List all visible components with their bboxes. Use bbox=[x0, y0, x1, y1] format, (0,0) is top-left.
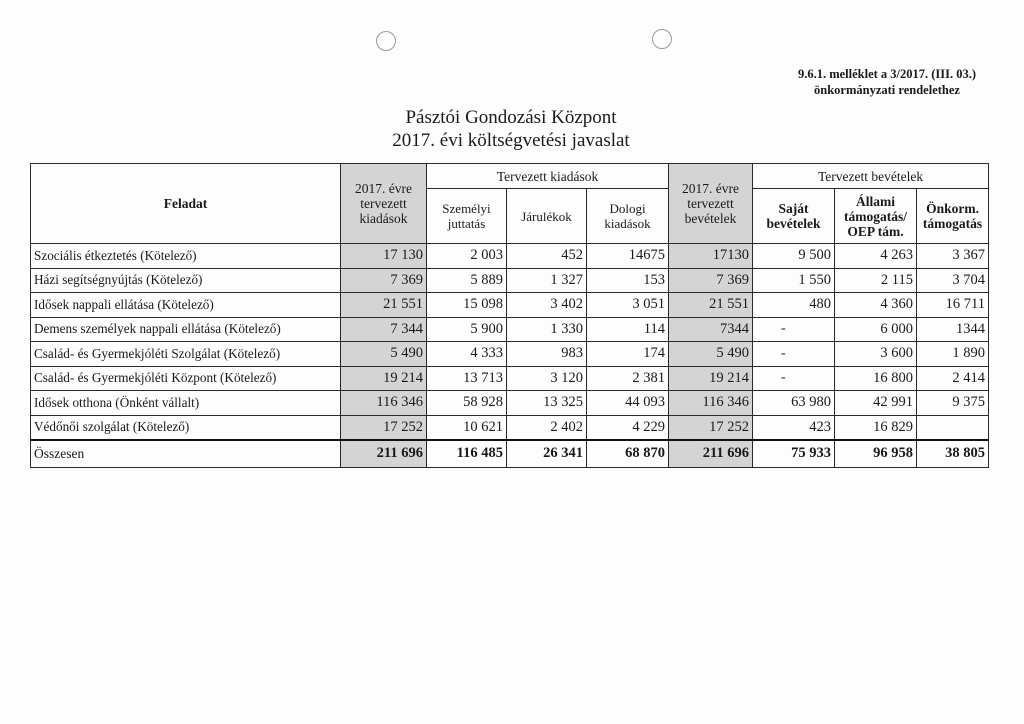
row-planned-expenditure: 21 551 bbox=[341, 293, 427, 318]
row-own-revenue: 9 500 bbox=[753, 244, 835, 269]
row-planned-revenue: 17130 bbox=[669, 244, 753, 269]
annex-reference bbox=[787, 66, 987, 98]
row-planned-revenue: 19 214 bbox=[669, 366, 753, 391]
row-municipal-support: 9 375 bbox=[917, 391, 989, 416]
row-state-support: 4 360 bbox=[835, 293, 917, 318]
header-material: Dologi kiadások bbox=[587, 189, 669, 244]
total-planned-revenue: 211 696 bbox=[669, 440, 753, 468]
row-personnel: 4 333 bbox=[427, 342, 507, 367]
row-municipal-support: 1344 bbox=[917, 317, 989, 342]
row-personnel: 15 098 bbox=[427, 293, 507, 318]
total-row bbox=[31, 440, 989, 468]
row-personnel: 5 889 bbox=[427, 268, 507, 293]
title-line-2: 2017. évi költségvetési javaslat bbox=[392, 130, 630, 151]
title-line-1: Pásztói Gondozási Központ bbox=[405, 107, 617, 128]
row-state-support: 4 263 bbox=[835, 244, 917, 269]
table-row bbox=[31, 268, 989, 293]
row-contributions: 983 bbox=[507, 342, 587, 367]
header-contributions: Járulékok bbox=[507, 189, 587, 244]
row-material: 14675 bbox=[587, 244, 669, 269]
table-row bbox=[31, 415, 989, 440]
row-task-name: Szociális étkeztetés (Kötelező) bbox=[31, 244, 341, 269]
row-state-support: 3 600 bbox=[835, 342, 917, 367]
total-state-support: 96 958 bbox=[835, 440, 917, 468]
row-planned-revenue: 5 490 bbox=[669, 342, 753, 367]
header-task: Feladat bbox=[31, 164, 341, 244]
row-planned-expenditure: 17 130 bbox=[341, 244, 427, 269]
row-personnel: 58 928 bbox=[427, 391, 507, 416]
header-personnel: Személyi juttatás bbox=[427, 189, 507, 244]
total-label: Összesen bbox=[31, 440, 341, 468]
row-task-name: Család- és Gyermekjóléti Központ (Kötelező) bbox=[31, 366, 341, 391]
punch-hole-left-icon bbox=[376, 31, 396, 51]
annex-line-1: 9.6.1. melléklet a 3/2017. (III. 03.) bbox=[797, 67, 977, 81]
document-title bbox=[338, 106, 684, 152]
row-state-support: 42 991 bbox=[835, 391, 917, 416]
row-own-revenue: - bbox=[753, 366, 835, 391]
row-material: 44 093 bbox=[587, 391, 669, 416]
row-planned-expenditure: 7 369 bbox=[341, 268, 427, 293]
header-revenue-group: Tervezett bevételek bbox=[753, 164, 989, 189]
total-own-revenue: 75 933 bbox=[753, 440, 835, 468]
table-body bbox=[31, 244, 989, 468]
row-planned-expenditure: 7 344 bbox=[341, 317, 427, 342]
row-task-name: Család- és Gyermekjóléti Szolgálat (Kötelező) bbox=[31, 342, 341, 367]
row-own-revenue: 63 980 bbox=[753, 391, 835, 416]
row-planned-revenue: 21 551 bbox=[669, 293, 753, 318]
row-planned-revenue: 7344 bbox=[669, 317, 753, 342]
punch-hole-right-icon bbox=[652, 29, 672, 49]
header-state-support: Állami támogatás/ OEP tám. bbox=[835, 189, 917, 244]
row-task-name: Idősek otthona (Önként vállalt) bbox=[31, 391, 341, 416]
row-material: 3 051 bbox=[587, 293, 669, 318]
annex-line-2: önkormányzati rendelethez bbox=[814, 83, 960, 97]
row-own-revenue: - bbox=[753, 317, 835, 342]
row-material: 174 bbox=[587, 342, 669, 367]
row-planned-expenditure: 19 214 bbox=[341, 366, 427, 391]
row-municipal-support bbox=[917, 415, 989, 440]
total-material: 68 870 bbox=[587, 440, 669, 468]
header-planned-expenditure: 2017. évre tervezett kiadások bbox=[341, 164, 427, 244]
row-municipal-support: 2 414 bbox=[917, 366, 989, 391]
row-contributions: 2 402 bbox=[507, 415, 587, 440]
row-contributions: 452 bbox=[507, 244, 587, 269]
row-state-support: 16 829 bbox=[835, 415, 917, 440]
header-municipal-support: Önkorm. támogatás bbox=[917, 189, 989, 244]
row-material: 4 229 bbox=[587, 415, 669, 440]
row-contributions: 13 325 bbox=[507, 391, 587, 416]
row-material: 114 bbox=[587, 317, 669, 342]
row-task-name: Idősek nappali ellátása (Kötelező) bbox=[31, 293, 341, 318]
row-municipal-support: 1 890 bbox=[917, 342, 989, 367]
row-state-support: 2 115 bbox=[835, 268, 917, 293]
row-contributions: 3 120 bbox=[507, 366, 587, 391]
row-contributions: 1 330 bbox=[507, 317, 587, 342]
row-personnel: 2 003 bbox=[427, 244, 507, 269]
row-material: 153 bbox=[587, 268, 669, 293]
row-own-revenue: 423 bbox=[753, 415, 835, 440]
row-planned-revenue: 7 369 bbox=[669, 268, 753, 293]
row-municipal-support: 16 711 bbox=[917, 293, 989, 318]
row-personnel: 10 621 bbox=[427, 415, 507, 440]
row-municipal-support: 3 367 bbox=[917, 244, 989, 269]
row-contributions: 3 402 bbox=[507, 293, 587, 318]
table-row bbox=[31, 366, 989, 391]
row-planned-expenditure: 116 346 bbox=[341, 391, 427, 416]
table-row bbox=[31, 342, 989, 367]
row-planned-revenue: 116 346 bbox=[669, 391, 753, 416]
header-planned-revenue: 2017. évre tervezett bevételek bbox=[669, 164, 753, 244]
budget-table bbox=[30, 163, 989, 468]
row-own-revenue: 1 550 bbox=[753, 268, 835, 293]
row-state-support: 6 000 bbox=[835, 317, 917, 342]
row-planned-expenditure: 5 490 bbox=[341, 342, 427, 367]
row-contributions: 1 327 bbox=[507, 268, 587, 293]
row-material: 2 381 bbox=[587, 366, 669, 391]
table-row bbox=[31, 293, 989, 318]
table-row bbox=[31, 317, 989, 342]
row-state-support: 16 800 bbox=[835, 366, 917, 391]
row-task-name: Demens személyek nappali ellátása (Kötelező) bbox=[31, 317, 341, 342]
row-task-name: Védőnői szolgálat (Kötelező) bbox=[31, 415, 341, 440]
row-personnel: 5 900 bbox=[427, 317, 507, 342]
row-personnel: 13 713 bbox=[427, 366, 507, 391]
header-expenditure-group: Tervezett kiadások bbox=[427, 164, 669, 189]
table-row bbox=[31, 391, 989, 416]
total-personnel: 116 485 bbox=[427, 440, 507, 468]
table-row bbox=[31, 244, 989, 269]
row-own-revenue: - bbox=[753, 342, 835, 367]
header-own-revenue: Saját bevételek bbox=[753, 189, 835, 244]
row-task-name: Házi segítségnyújtás (Kötelező) bbox=[31, 268, 341, 293]
row-planned-expenditure: 17 252 bbox=[341, 415, 427, 440]
total-contributions: 26 341 bbox=[507, 440, 587, 468]
row-planned-revenue: 17 252 bbox=[669, 415, 753, 440]
row-municipal-support: 3 704 bbox=[917, 268, 989, 293]
total-municipal-support: 38 805 bbox=[917, 440, 989, 468]
total-planned-expenditure: 211 696 bbox=[341, 440, 427, 468]
row-own-revenue: 480 bbox=[753, 293, 835, 318]
